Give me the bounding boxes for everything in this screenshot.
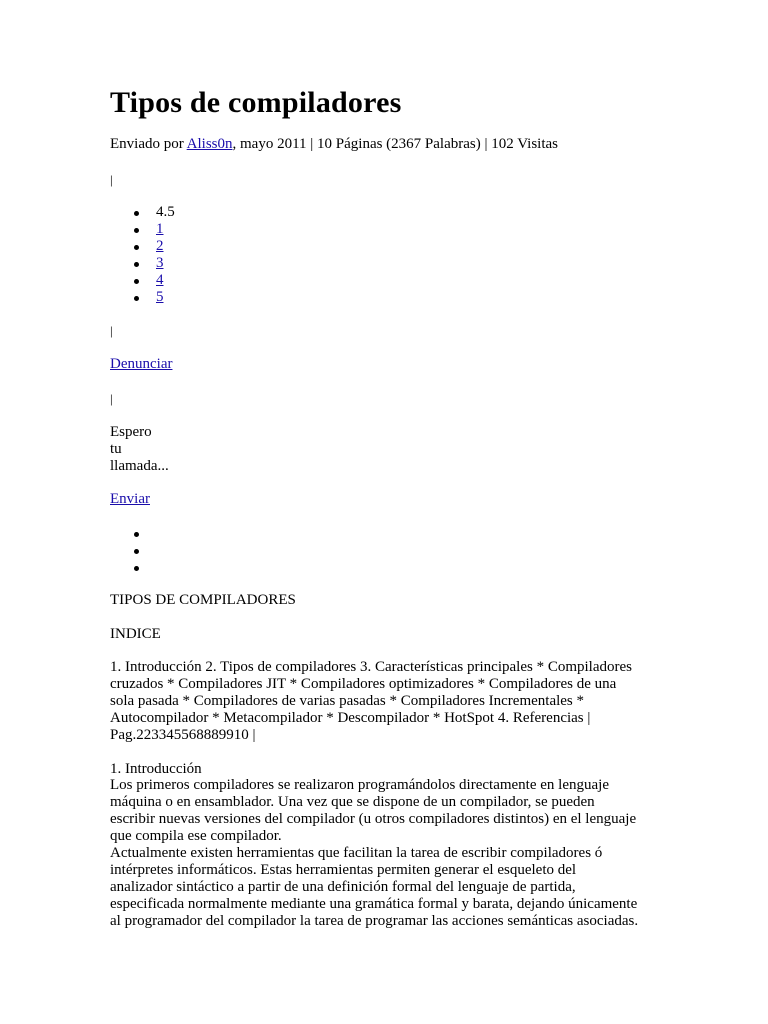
- separator-pipe: |: [110, 323, 113, 338]
- intro-line: al programador del compilador la tarea de programar las acciones semánticas asociadas.: [110, 913, 639, 929]
- rating-star-3[interactable]: [110, 255, 175, 272]
- empty-list-item: [110, 559, 156, 576]
- intro-heading: 1. Introducción: [110, 761, 202, 777]
- intro-line: Actualmente existen herramientas que facilitan la tarea de escribir compiladores ó: [110, 845, 603, 861]
- rating-star-2-link[interactable]: 2: [156, 238, 164, 254]
- message-line: tu: [110, 441, 122, 457]
- index-heading: INDICE: [110, 626, 161, 642]
- intro-line: intérpretes informáticos. Estas herramientas permiten generar el esqueleto del: [110, 862, 577, 878]
- empty-list-item: [110, 542, 156, 559]
- rating-star-4[interactable]: [110, 272, 175, 289]
- rating-star-5[interactable]: [110, 289, 175, 306]
- page-title: Tipos de compiladores: [110, 86, 402, 119]
- send-link-wrap: [110, 491, 150, 508]
- rating-star-4-link[interactable]: 4: [156, 272, 164, 288]
- report-link[interactable]: Denunciar: [110, 356, 173, 372]
- separator-pipe: |: [110, 172, 113, 187]
- rating-star-2[interactable]: [110, 238, 175, 255]
- rating-star-5-link[interactable]: 5: [156, 289, 164, 305]
- empty-list: [110, 525, 156, 576]
- message-line: Espero: [110, 424, 152, 440]
- index-line: cruzados * Compiladores JIT * Compiladores optimizadores * Compiladores de una: [110, 676, 617, 692]
- index-line: Pag.223345568889910 |: [110, 727, 256, 743]
- empty-list-item: [110, 525, 156, 542]
- intro-line: analizador sintáctico a partir de una definición formal del lenguaje de partida,: [110, 879, 576, 895]
- message-line: llamada...: [110, 458, 169, 474]
- intro-line: especificada normalmente mediante una gramática formal y barata, dejando únicamente: [110, 896, 638, 912]
- intro-line: Los primeros compiladores se realizaron programándolos directamente en lenguaje: [110, 777, 609, 793]
- rating-score: [110, 204, 175, 221]
- intro-line: que compila ese compilador.: [110, 828, 282, 844]
- intro-line: máquina o en ensamblador. Una vez que se dispone de un compilador, se pueden: [110, 794, 595, 810]
- submission-meta: [110, 136, 558, 153]
- rating-star-3-link[interactable]: 3: [156, 255, 164, 271]
- rating-score-value: 4.5: [156, 204, 175, 220]
- meta-prefix: Enviado por: [110, 136, 187, 152]
- section-heading-upper: TIPOS DE COMPILADORES: [110, 592, 296, 608]
- separator-pipe: |: [110, 391, 113, 406]
- index-line: Autocompilador * Metacompilador * Descompilador * HotSpot 4. Referencias |: [110, 710, 591, 726]
- meta-suffix: , mayo 2011 | 10 Páginas (2367 Palabras) | 102 Visitas: [232, 136, 558, 152]
- index-line: sola pasada * Compiladores de varias pasadas * Compiladores Incrementales *: [110, 693, 585, 709]
- author-link[interactable]: Aliss0n: [186, 136, 233, 152]
- send-link[interactable]: Enviar: [110, 491, 150, 507]
- index-line: 1. Introducción 2. Tipos de compiladores 3. Características principales * Compiladores: [110, 659, 632, 675]
- intro-line: escribir nuevas versiones del compilador (u otros compiladores distintos) en el lenguaje: [110, 811, 637, 827]
- rating-list: [110, 204, 175, 306]
- rating-star-1[interactable]: [110, 221, 175, 238]
- rating-star-1-link[interactable]: 1: [156, 221, 164, 237]
- report-link-wrap: [110, 356, 172, 373]
